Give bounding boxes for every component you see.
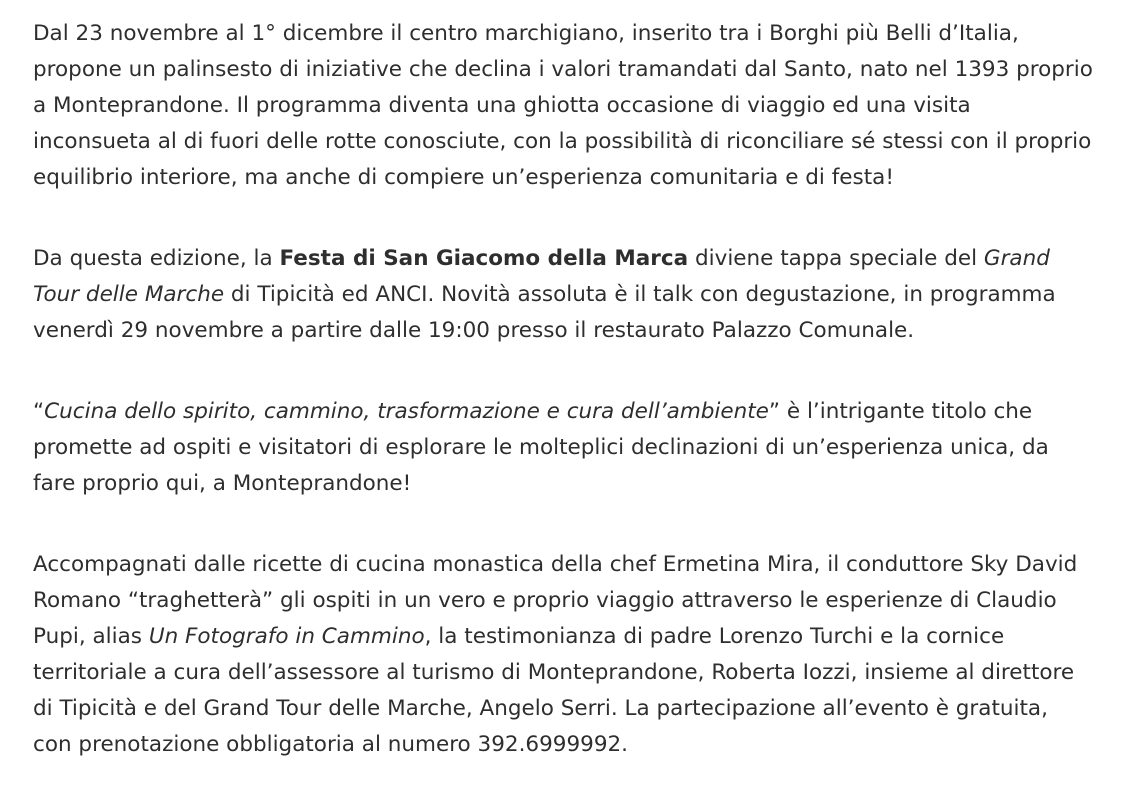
event-name-bold: Festa di San Giacomo della Marca <box>279 246 689 271</box>
paragraph-talk-title <box>33 394 1093 502</box>
text-segment: ” è l’intrigante titolo che promette ad ospiti e visitatori di esplorare le molteplici declinazioni di un’esperienza unica, da fare proprio qui, a Monteprandone! <box>33 399 1049 496</box>
paragraph-guests <box>33 547 1093 763</box>
talk-title-italic: Cucina dello spirito, cammino, trasformazione e cura dell’ambiente <box>44 399 769 424</box>
grand-tour-italic: Grand Tour delle Marche <box>33 246 1050 307</box>
text-segment: di Tipicità ed ANCI. Novità assoluta è il talk con degustazione, in programma venerdì 29 novembre a partire dalle 19:00 presso il restaurato Palazzo Comunale. <box>33 282 1056 343</box>
text-segment: , la testimonianza di padre Lorenzo Turchi e la cornice territoriale a cura dell’assessore al turismo di Monteprandone, Roberta Iozzi, insieme al direttore di Tipicità e del Grand Tour delle Marche, Angelo Serri. La partecipazione all’evento è gratuita, con prenotazione obbligatoria al numero 392.6999992. <box>33 624 1075 757</box>
text-segment: Accompagnati dalle ricette di cucina monastica della chef Ermetina Mira, il conduttore Sky David Romano “traghetterà” gli ospiti in un vero e proprio viaggio attraverso le esperienze di Claudio Pupi, alias <box>33 552 1078 649</box>
text-segment: Da questa edizione, la <box>33 246 280 271</box>
paragraph-intro-text: Dal 23 novembre al 1° dicembre il centro marchigiano, inserito tra i Borghi più Belli d’Italia, propone un palinsesto di iniziative che declina i valori tramandati dal Santo, nato nel 1393 proprio a Monteprandone. Il programma diventa una ghiotta occasione di viaggio ed una visita inconsueta al di fuori delle rotte conosciute, con la possibilità di riconciliare sé stessi con il proprio equilibrio interiore, ma anche di compiere un’esperienza comunitaria e di festa! <box>33 21 1093 190</box>
paragraph-festa <box>33 241 1093 349</box>
article-body <box>33 16 1093 808</box>
photographer-alias-italic: Un Fotografo in Cammino <box>148 624 425 649</box>
text-segment: diviene tappa speciale del <box>688 246 984 271</box>
text-segment: “ <box>33 399 45 424</box>
paragraph-intro <box>33 16 1093 196</box>
